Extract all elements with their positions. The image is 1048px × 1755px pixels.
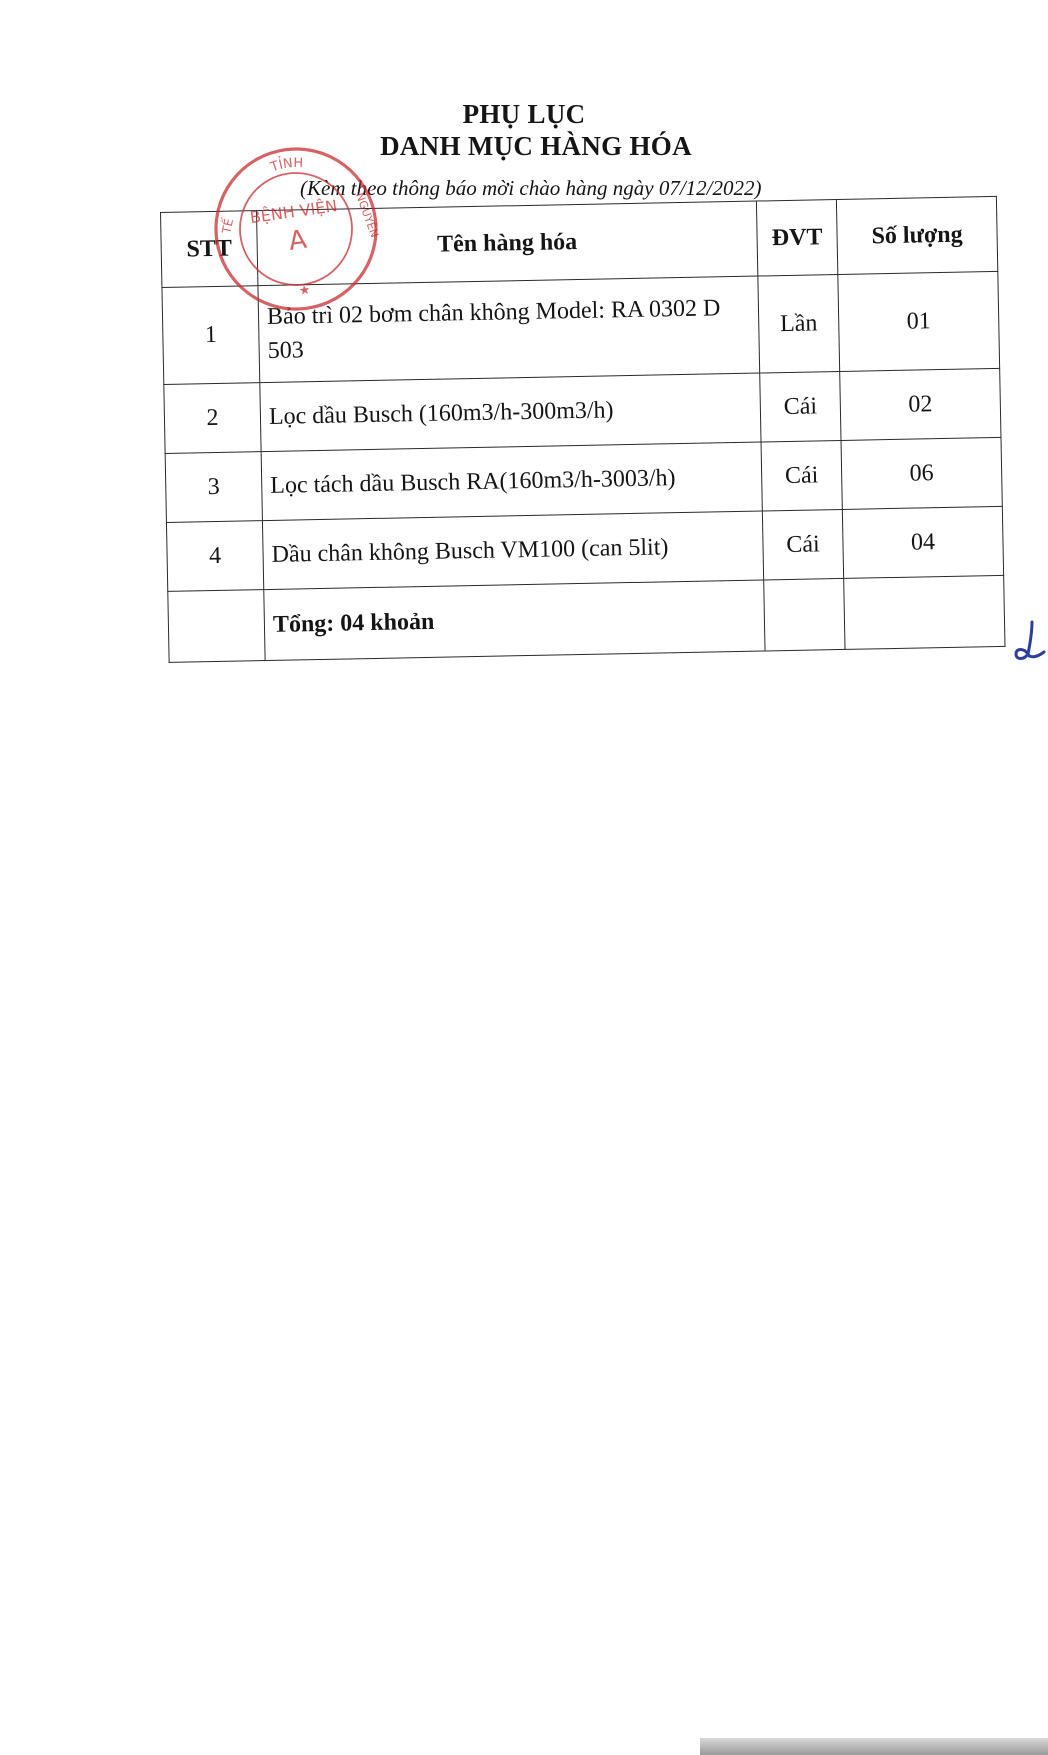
header-quantity: Số lượng — [836, 196, 997, 274]
row-item-name: Lọc tách dầu Busch RA(160m3/h-3003/h) — [261, 442, 762, 521]
table-total-row — [168, 575, 1005, 662]
goods-list-title: DANH MỤC HÀNG HÓA — [380, 131, 692, 161]
seal-right-text: NGUYÊN — [352, 190, 382, 240]
row-quantity: 06 — [841, 437, 1002, 509]
total-empty-quantity — [844, 575, 1005, 649]
row-quantity: 04 — [842, 506, 1003, 578]
seal-top-text: TỈNH — [268, 155, 304, 176]
seal-left-text: TẾ — [219, 217, 237, 235]
total-empty-unit — [764, 578, 845, 651]
header-item-name: Tên hàng hóa — [256, 201, 757, 286]
signature-mark-icon — [1010, 618, 1048, 664]
row-stt: 2 — [164, 383, 261, 454]
scan-edge-shadow — [700, 1738, 1048, 1755]
row-stt: 3 — [165, 452, 262, 523]
row-unit: Cái — [761, 440, 842, 511]
total-label: Tổng: 04 khoản — [264, 580, 765, 661]
row-unit: Cái — [762, 509, 843, 580]
hospital-seal-stamp — [201, 134, 391, 324]
row-item-name: Lọc dầu Busch (160m3/h-300m3/h) — [260, 373, 761, 452]
row-stt: 1 — [162, 286, 260, 385]
seal-star-icon: ★ — [297, 282, 312, 300]
appendix-title: PHỤ LỤC — [462, 99, 586, 129]
seal-center-main-text: A — [286, 224, 309, 257]
row-stt: 4 — [166, 521, 263, 592]
seal-center-top-text: BỆNH VIỆN — [248, 196, 339, 228]
row-quantity: 02 — [840, 368, 1001, 440]
row-quantity: 01 — [838, 271, 1000, 371]
row-unit: Cái — [760, 371, 841, 442]
header-stt: STT — [161, 211, 258, 288]
attachment-note: (Kèm theo thông báo mời chào hàng ngày 07/12/2022) — [300, 176, 762, 200]
total-empty-stt — [168, 590, 265, 663]
row-item-name: Bảo trì 02 bơm chân không Model: RA 0302 D 503 — [258, 276, 760, 383]
header-unit: ĐVT — [756, 200, 837, 277]
row-unit: Lần — [758, 274, 840, 373]
row-item-name: Dầu chân không Busch VM100 (can 5lit) — [262, 511, 763, 590]
